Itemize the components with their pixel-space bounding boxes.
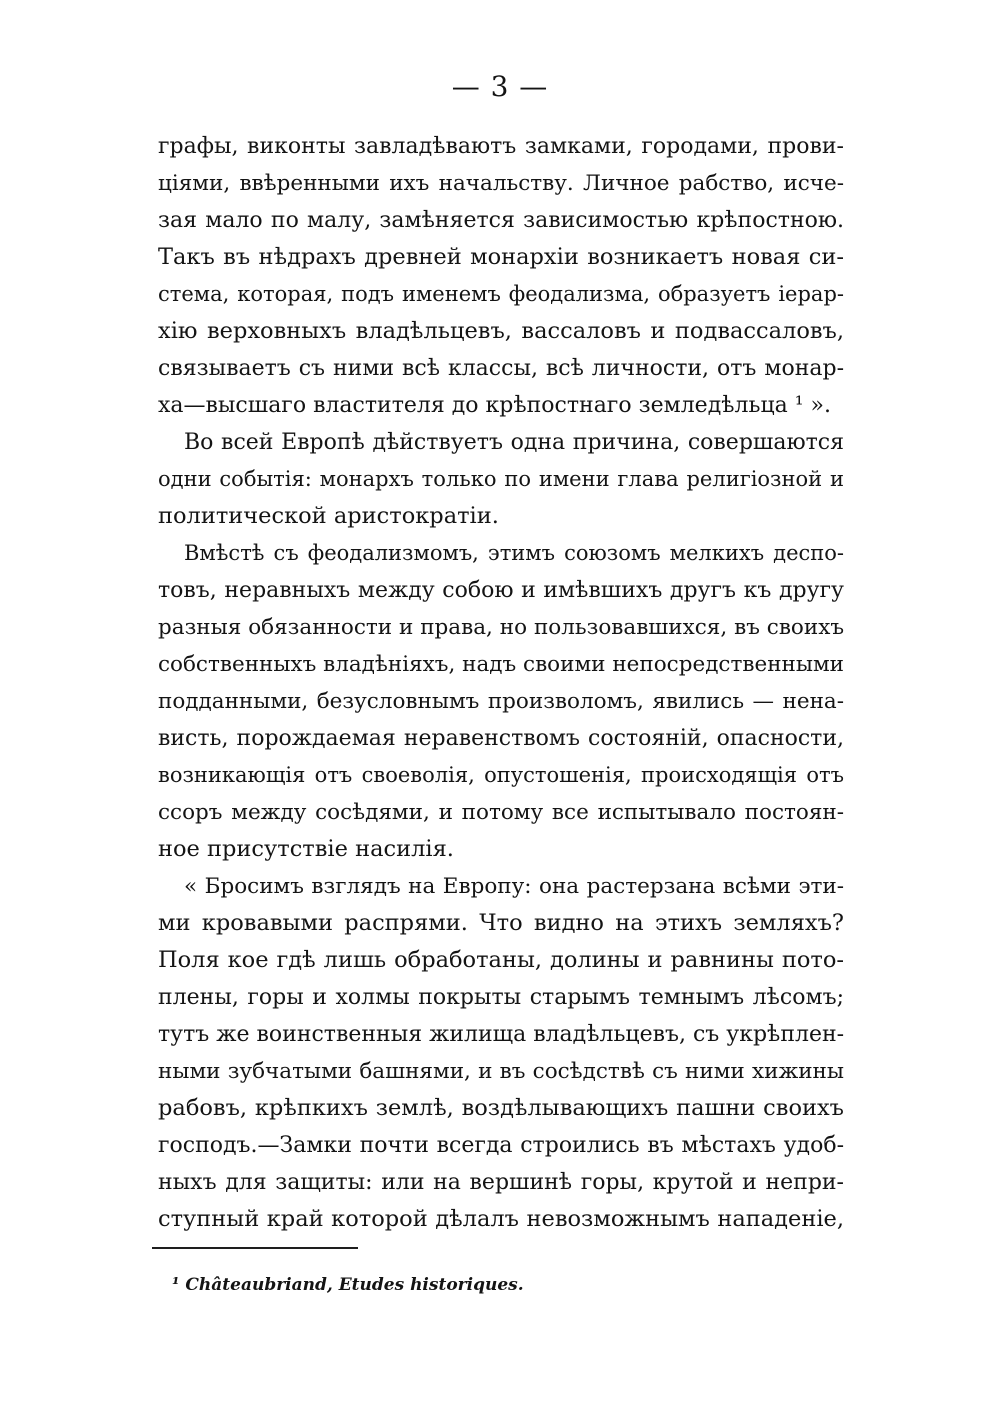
- footnote-separator: [152, 1247, 358, 1249]
- text-line: ціями, ввѣренными ихъ начальству. Личное рабство, исче-: [158, 171, 844, 196]
- text-line: рабовъ, крѣпкихъ землѣ, воздѣлывающихъ пашни своихъ: [158, 1095, 844, 1121]
- text-line: связываетъ съ ними всѣ классы, всѣ личности, отъ монар-: [158, 356, 844, 381]
- text-line: зая мало по малу, замѣняется зависимостью крѣпостною.: [158, 208, 844, 233]
- text-line: Вмѣстѣ съ феодализмомъ, этимъ союзомъ мелкихъ деспо-: [184, 541, 844, 565]
- text-line: « Бросимъ взглядъ на Европу: она растерзана всѣми эти-: [184, 874, 844, 899]
- text-line: собственныхъ владѣніяхъ, надъ своими непосредственными: [158, 652, 845, 677]
- text-line: ссоръ между сосѣдями, и потому все испытывало постоян-: [158, 800, 844, 825]
- text-line: подданными, безусловнымъ произволомъ, явились — нена-: [158, 689, 844, 714]
- text-line: висть, порождаемая неравенствомъ состояній, опасности,: [158, 726, 844, 751]
- text-line: Такъ въ нѣдрахъ древней монархіи возникаетъ новая си-: [158, 244, 844, 270]
- text-line: ныхъ для защиты: или на вершинѣ горы, крутой и непри-: [158, 1170, 844, 1195]
- text-line: политической аристократіи.: [158, 503, 499, 529]
- text-line: Во всей Европѣ дѣйствуетъ одна причина, совершаются: [184, 430, 844, 455]
- text-line: одни событія: монархъ только по имени глава религіозной и: [158, 467, 844, 491]
- text-line: графы, виконты завладѣваютъ замками, городами, прови-: [158, 134, 844, 159]
- text-line: господъ.—Замки почти всегда строились въ мѣстахъ удоб-: [158, 1133, 844, 1158]
- text-line: стема, которая, подъ именемъ феодализма, образуетъ іерар-: [158, 282, 844, 306]
- text-line: ное присутствіе насилія.: [158, 836, 454, 862]
- text-line: тутъ же воинственныя жилища владѣльцевъ, съ укрѣплен-: [158, 1022, 845, 1047]
- text-line: хію верховныхъ владѣльцевъ, вассаловъ и подвассаловъ,: [158, 318, 844, 344]
- text-line: ступный край которой дѣлалъ невозможнымъ нападеніе,: [158, 1206, 844, 1232]
- text-line: ными зубчатыми башнями, и въ сосѣдствѣ съ ними хижины: [158, 1059, 844, 1084]
- text-line: ми кровавыми распрями. Что видно на этихъ земляхъ?: [158, 910, 844, 936]
- text-line: Поля кое гдѣ лишь обработаны, долины и равнины пото-: [158, 947, 844, 973]
- text-line: товъ, неравныхъ между собою и имѣвшихъ другъ къ другу: [158, 578, 844, 603]
- page-number: — 3 —: [451, 70, 549, 103]
- text-line: ха—высшаго властителя до крѣпостнаго земледѣльца ¹ ».: [158, 393, 831, 418]
- body-text: [158, 128, 844, 1238]
- text-line: разныя обязанности и права, но пользовавшихся, въ своихъ: [158, 615, 844, 640]
- text-line: возникающія отъ своеволія, опустошенія, происходящія отъ: [158, 763, 844, 787]
- text-line: плены, горы и холмы покрыты старымъ темнымъ лѣсомъ;: [158, 985, 844, 1010]
- footnote: ¹ Châteaubriand, Etudes historiques.: [172, 1275, 524, 1295]
